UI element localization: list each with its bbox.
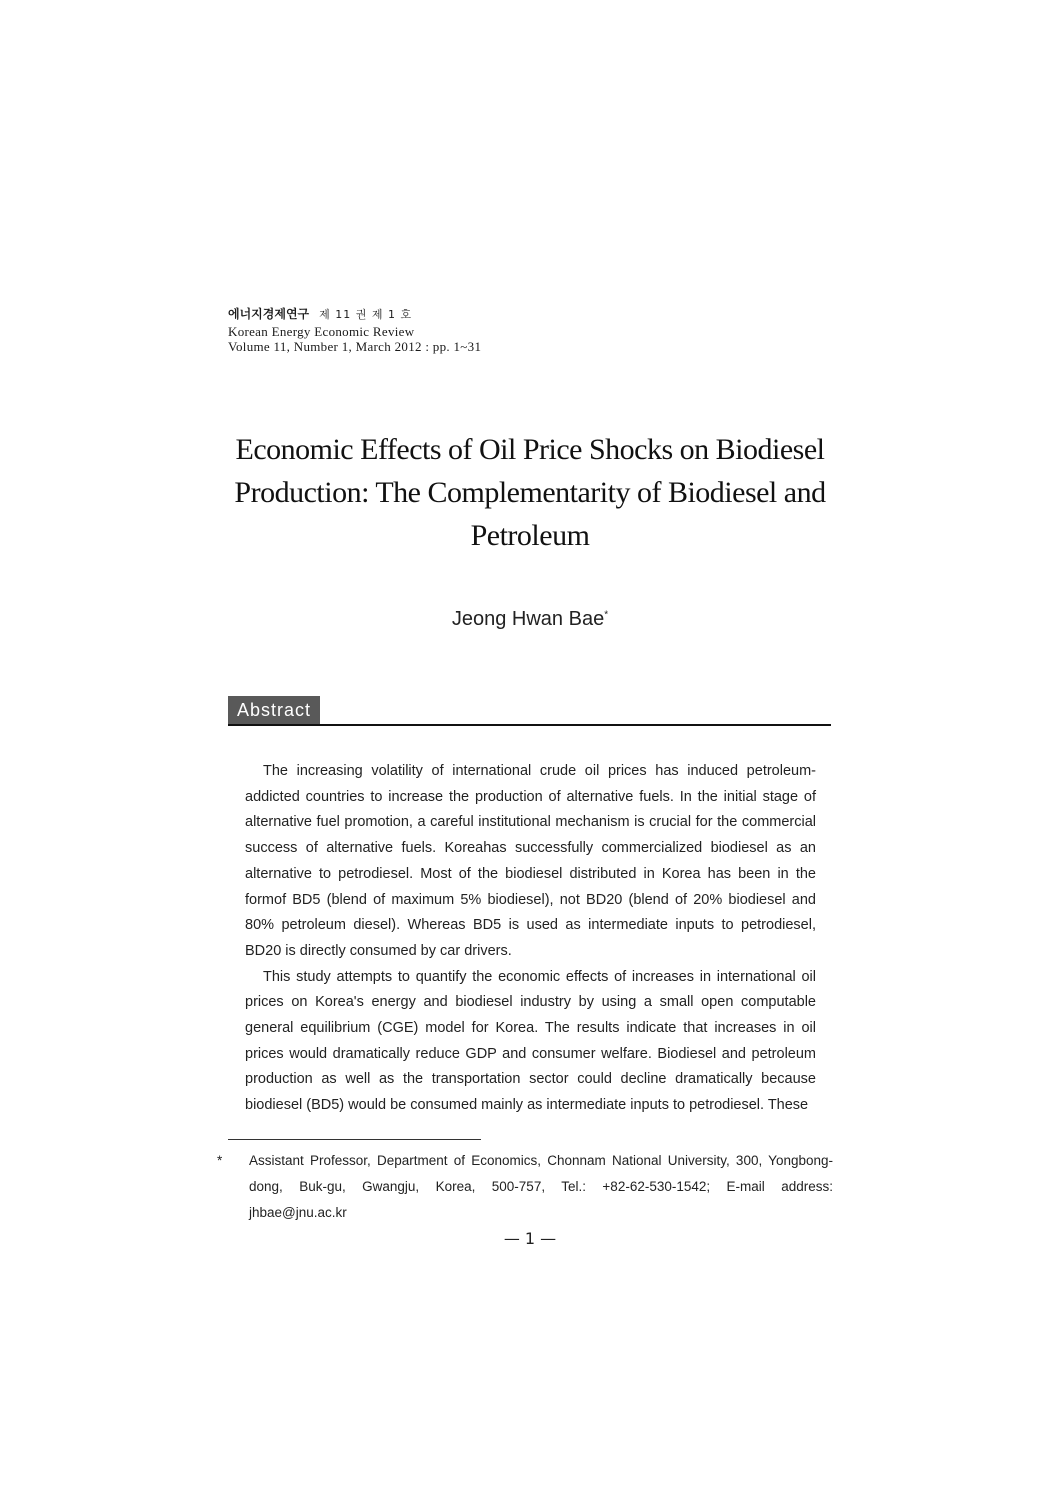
abstract-heading: Abstract — [228, 696, 320, 724]
author — [330, 608, 730, 631]
paper-title — [220, 428, 840, 557]
footnote-mark: * — [217, 1153, 223, 1168]
journal-issue: Volume 11, Number 1, March 2012 : pp. 1~31 — [228, 339, 482, 354]
abstract-paragraph-1: The increasing volatility of international crude oil prices has induced petroleum-addicted countries to increase the production of alternative fuels. In the initial stage of alternative fuel promotion, a careful institutional mechanism is crucial for the commercial success of alternative fuels. Koreahas successfully commercialized biodiesel as an alternative to petrodiesel. Most of the biodiesel distributed in Korea has been in the formof BD5 (blend of maximum 5% biodiesel), not BD20 (blend of 20% biodiesel and 80% petroleum diesel). Whereas BD5 is used as intermediate inputs to petrodiesel, BD20 is directly consumed by car drivers. — [245, 763, 816, 959]
paper-title-line-1: Economic Effects of Oil Price Shocks on Biodiesel — [235, 433, 825, 466]
journal-english-name: Korean Energy Economic Review — [228, 324, 415, 339]
journal-korean-name: 에너지경제연구 — [228, 307, 310, 321]
footnote — [217, 1148, 833, 1226]
abstract-paragraph-2: This study attempts to quantify the economic effects of increases in international oil prices on Korea's energy and biodiesel industry by using a small open computable general equilibrium (CGE) model for Korea. The results indicate that increases in oil prices would dramatically reduce GDP and consumer welfare. Biodiesel and petroleum production as well as the transportation sector could decline dramatically because biodiesel (BD5) would be consumed mainly as intermediate inputs to petrodiesel. These — [245, 968, 816, 1114]
author-footnote-mark: * — [604, 609, 609, 621]
author-name: Jeong Hwan Bae — [451, 608, 605, 630]
page-number: — 1 — — [503, 1229, 557, 1248]
paper-title-line-2: Production: The Complementarity of Biodiesel and — [234, 476, 826, 509]
abstract-body — [245, 759, 816, 1119]
footnote-divider — [228, 1139, 481, 1140]
abstract-heading-bar — [228, 696, 831, 726]
journal-korean-line — [228, 305, 628, 324]
footnote-text: Assistant Professor, Department of Economics, Chonnam National University, 300, Yongbong-dong, Buk-gu, Gwangju, Korea, 500-757, Tel.: +82-62-530-1542; E-mail address: jhbae@jnu.ac.kr — [249, 1153, 833, 1220]
journal-korean-volume: 제 11 권 제 1 호 — [319, 308, 413, 321]
journal-header — [228, 305, 628, 354]
footnote-entry — [217, 1148, 833, 1226]
paper-title-line-3: Petroleum — [470, 519, 590, 552]
